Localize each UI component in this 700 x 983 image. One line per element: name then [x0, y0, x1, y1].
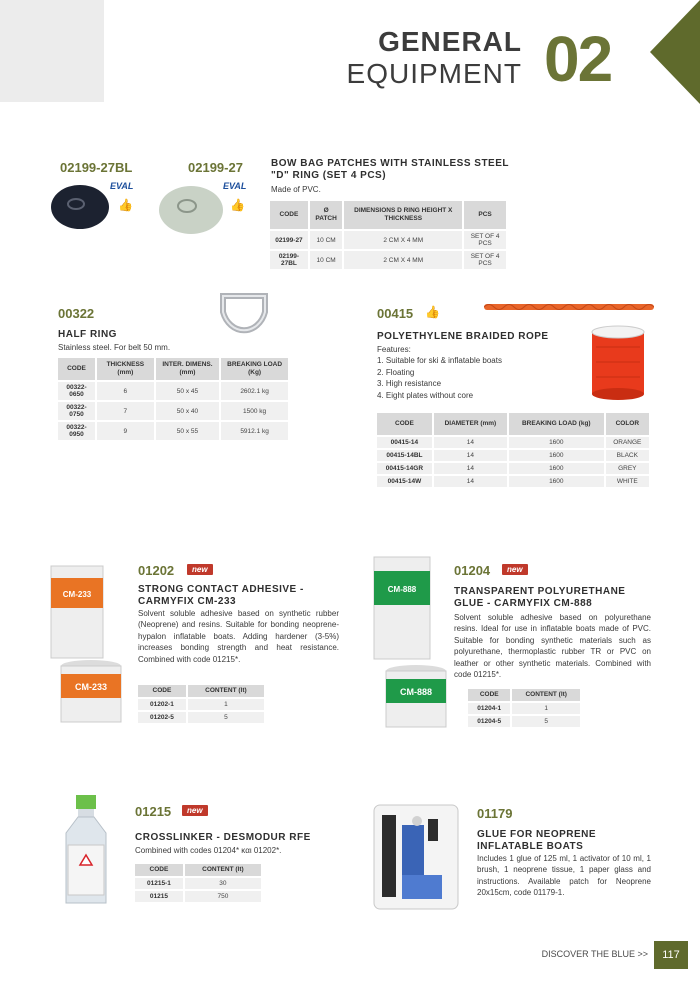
col-header: BREAKING LOAD (Kg)	[221, 358, 288, 380]
table-cell: SET OF 4 PCS	[464, 231, 506, 249]
page-number: 117	[654, 941, 688, 969]
table-row	[135, 891, 261, 902]
table-cell: 1	[188, 699, 264, 710]
can-label: CM-233	[62, 590, 92, 599]
table-row	[468, 703, 580, 714]
col-header: CONTENT (lt)	[512, 689, 580, 701]
product-code-01215: 01215	[135, 804, 172, 819]
table-cell: 00322-0950	[58, 422, 95, 440]
cm233-cans-image	[45, 562, 135, 732]
eval-logo: EVAL	[110, 181, 134, 191]
table-cell: 01204-1	[468, 703, 510, 714]
product-desc-01179: Includes 1 glue of 125 ml, 1 activator of 10 ml, 1 brush, 1 neoprene tissue, 1 paper glass and instructions. Available patch for Neoprene 20x15cm, code 01179-1.	[477, 854, 651, 898]
spec-table-02199	[268, 199, 508, 271]
thumbs-up-icon: 👍	[118, 198, 133, 212]
table-cell: 7	[97, 402, 154, 420]
table-cell: 02199-27	[270, 231, 308, 249]
table-cell: 1600	[509, 437, 604, 448]
feature-item: 1. Suitable for ski & inflatable boats	[377, 356, 502, 366]
table-row	[138, 712, 264, 723]
table-cell: 1	[512, 703, 580, 714]
col-header: DIMENSIONS D RING HEIGHT X THICKNESS	[344, 201, 462, 229]
table-cell: 14	[434, 450, 507, 461]
cm888-cans-image	[368, 553, 450, 733]
feature-item: 3. High resistance	[377, 379, 442, 389]
table-cell: 14	[434, 437, 507, 448]
table-cell: WHITE	[606, 476, 649, 487]
spec-table-00322	[56, 356, 290, 442]
col-header: CODE	[468, 689, 510, 701]
table-cell: 5912.1 kg	[221, 422, 288, 440]
product-name-02199: BOW BAG PATCHES WITH STAINLESS STEEL "D" RING (SET 4 PCS)	[271, 158, 509, 181]
product-name-01204: TRANSPARENT POLYURETHANE GLUE - CARMYFIX CM-888	[454, 586, 626, 609]
table-row	[270, 231, 506, 249]
spec-table-01204	[466, 687, 582, 729]
table-cell: 750	[185, 891, 261, 902]
spec-table-01202	[136, 683, 266, 725]
crosslinker-bottle-image	[58, 793, 114, 908]
table-cell: 01202-5	[138, 712, 186, 723]
product-code-00415: 00415	[377, 306, 414, 321]
table-cell: 01215	[135, 891, 183, 902]
patch-black-image	[50, 185, 110, 230]
rope-spool-image	[588, 322, 648, 402]
col-header: THICKNESS (mm)	[97, 358, 154, 380]
new-badge-3: new	[182, 805, 208, 816]
feature-item: 4. Eight plates without core	[377, 390, 474, 400]
col-header: COLOR	[606, 413, 649, 435]
table-cell: 01202-1	[138, 699, 186, 710]
product-code-01202: 01202	[138, 563, 175, 578]
section-triangle	[650, 0, 700, 104]
table-cell: 50 x 45	[156, 382, 219, 400]
table-cell: 50 x 55	[156, 422, 219, 440]
product-name-00322: HALF RING	[58, 329, 117, 340]
feature-item: 2. Floating	[377, 367, 415, 377]
table-cell: 1600	[509, 476, 604, 487]
table-cell: 50 x 40	[156, 402, 219, 420]
table-cell: ORANGE	[606, 437, 649, 448]
table-row	[138, 699, 264, 710]
spec-table-00415	[375, 411, 651, 489]
col-header: CODE	[377, 413, 432, 435]
table-row	[58, 422, 288, 440]
glue-kit-image	[372, 803, 460, 911]
d-ring-image	[213, 290, 275, 346]
corner-block	[0, 0, 104, 102]
table-cell: 02199-27BL	[270, 251, 308, 269]
product-name-01179: GLUE FOR NEOPRENE INFLATABLE BOATS	[477, 829, 597, 852]
table-cell: SET OF 4 PCS	[464, 251, 506, 269]
table-cell: 1500 kg	[221, 402, 288, 420]
col-header: BREAKING LOAD (kg)	[509, 413, 604, 435]
col-header: DIAMETER (mm)	[434, 413, 507, 435]
col-header: CODE	[58, 358, 95, 380]
patch-grey-image	[158, 185, 224, 235]
col-header: PCS	[464, 201, 506, 229]
table-cell: 00322-0750	[58, 402, 95, 420]
feature-list-00415	[377, 344, 502, 401]
product-code-02199-27bl: 02199-27BL	[60, 160, 133, 175]
product-desc-02199: Made of PVC.	[271, 185, 321, 194]
table-row	[377, 450, 649, 461]
new-badge: new	[187, 564, 213, 575]
spec-table-01215	[133, 862, 263, 904]
table-cell: 1600	[509, 450, 604, 461]
product-code-02199-27: 02199-27	[188, 160, 243, 175]
product-desc-01215: Combined with codes 01204* και 01202*.	[135, 846, 282, 855]
rope-image	[484, 301, 654, 313]
col-header: CONTENT (lt)	[188, 685, 264, 697]
table-cell: 00415-14	[377, 437, 432, 448]
table-row	[377, 463, 649, 474]
can-label-2: CM-888	[399, 687, 433, 697]
table-cell: 10 CM	[310, 231, 342, 249]
table-cell: 2602.1 kg	[221, 382, 288, 400]
can-label-2: CM-233	[74, 682, 108, 692]
product-code-01179: 01179	[477, 806, 513, 821]
table-cell: 00322-0650	[58, 382, 95, 400]
table-cell: 00415-14GR	[377, 463, 432, 474]
col-header: CODE	[135, 864, 183, 876]
table-cell: 01215-1	[135, 878, 183, 889]
col-header: Ø PATCH	[310, 201, 342, 229]
col-header: CODE	[270, 201, 308, 229]
table-row	[58, 382, 288, 400]
product-desc-00322: Stainless steel. For belt 50 mm.	[58, 343, 171, 352]
table-cell: 14	[434, 463, 507, 474]
table-cell: 2 CM X 4 MM	[344, 231, 462, 249]
page-title-line1: GENERAL	[378, 26, 522, 57]
table-cell: 6	[97, 382, 154, 400]
section-number: 02	[544, 23, 612, 95]
thumbs-up-icon-3: 👍	[425, 305, 440, 319]
table-row	[377, 476, 649, 487]
table-cell: 10 CM	[310, 251, 342, 269]
table-cell: BLACK	[606, 450, 649, 461]
table-cell: 5	[512, 716, 580, 727]
col-header: CODE	[138, 685, 186, 697]
product-name-01202: STRONG CONTACT ADHESIVE - CARMYFIX CM-233	[138, 584, 304, 607]
table-cell: 2 CM X 4 MM	[344, 251, 462, 269]
product-desc-01202: Solvent soluble adhesive based on synthetic rubber (Neoprene) and resins. Suitable for bonding neoprene-hypalon inflatable boats. Adding hardener (3-5%) increases bonding strength and heat resistance. Combined with code 01215*.	[138, 609, 339, 664]
table-row	[468, 716, 580, 727]
table-row	[58, 402, 288, 420]
col-header: CONTENT (lt)	[185, 864, 261, 876]
product-code-01204: 01204	[454, 563, 491, 578]
eval-logo-2: EVAL	[223, 181, 247, 191]
table-cell: 01204-5	[468, 716, 510, 727]
table-row	[377, 437, 649, 448]
table-row	[270, 251, 506, 269]
table-cell: 5	[188, 712, 264, 723]
footer-tagline[interactable]: DISCOVER THE BLUE >>	[541, 949, 648, 959]
table-cell: 9	[97, 422, 154, 440]
table-cell: GREY	[606, 463, 649, 474]
table-cell: 30	[185, 878, 261, 889]
table-cell: 14	[434, 476, 507, 487]
feature-item: Features:	[377, 345, 411, 354]
page-title-line2: EQUIPMENT	[346, 58, 522, 89]
can-label: CM-888	[387, 585, 417, 594]
new-badge-2: new	[502, 564, 528, 575]
product-name-00415: POLYETHYLENE BRAIDED ROPE	[377, 331, 549, 342]
col-header: INTER. DIMENS. (mm)	[156, 358, 219, 380]
product-name-01215: CROSSLINKER - DESMODUR RFE	[135, 832, 311, 843]
table-cell: 1600	[509, 463, 604, 474]
table-cell: 00415-14BL	[377, 450, 432, 461]
table-row	[135, 878, 261, 889]
table-cell: 00415-14W	[377, 476, 432, 487]
product-code-00322: 00322	[58, 306, 95, 321]
thumbs-up-icon-2: 👍	[230, 198, 245, 212]
product-desc-01204: Solvent soluble adhesive based on polyurethane resins. Ideal for use in inflatable boats made of PVC. Suitable for bonding synthetic materials such as polyurethane, thermoplastic rubber TR or PVC on leather or other synthetic materials. Combined with code 01215*.	[454, 613, 651, 680]
